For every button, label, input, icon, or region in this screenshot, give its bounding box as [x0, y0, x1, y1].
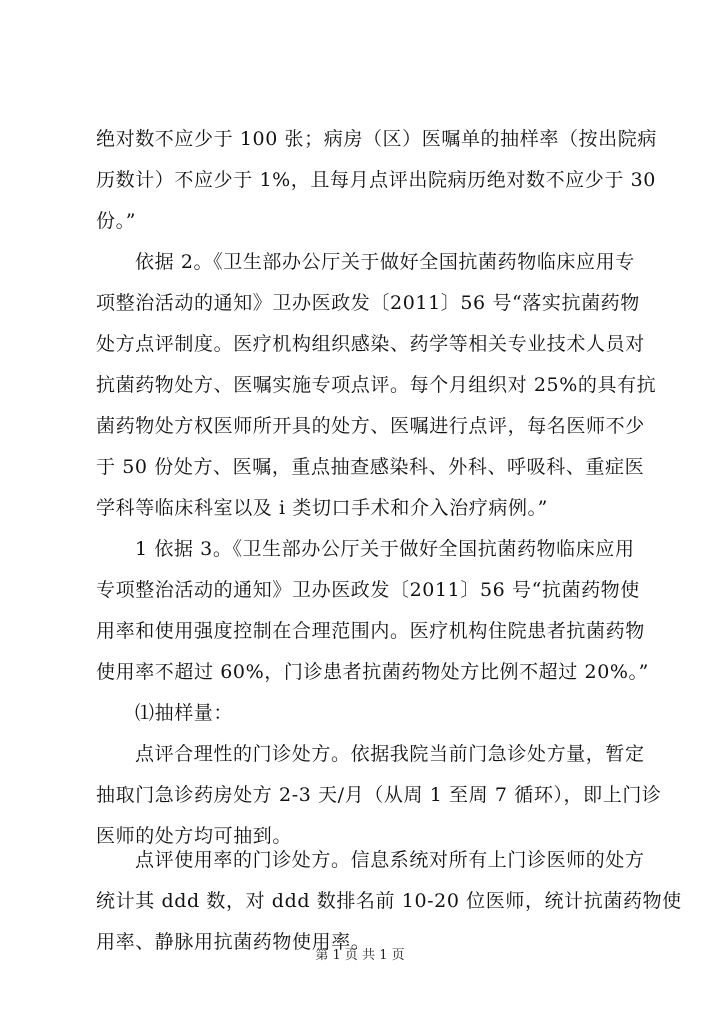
- paragraph-line: 点评使用率的门诊处方。信息系统对所有上门诊医师的处方: [135, 849, 645, 871]
- paragraph-line: 抗菌药物处方、医嘱实施专项点评。每个月组织对 25%的具有抗: [96, 374, 657, 396]
- paragraph-line: 使用率不超过 60%，门诊患者抗菌药物处方比例不超过 20%。”: [96, 661, 649, 683]
- paragraph-line: 学科等临床科室以及 i 类切口手术和介入治疗病例。”: [96, 497, 548, 519]
- page-footer: 第 1 页 共 1 页: [315, 948, 405, 963]
- paragraph-line: 点评合理性的门诊处方。依据我院当前门急诊处方量，暂定: [135, 743, 645, 765]
- paragraph-line: 于 50 份处方、医嘱，重点抽查感染科、外科、呼吸科、重症医: [96, 456, 645, 478]
- paragraph-line: 用率、静脉用抗菌药物使用率。: [96, 931, 371, 953]
- paragraph-line: 统计其 ddd 数，对 ddd 数排名前 10-20 位医师，统计抗菌药物使: [96, 890, 682, 912]
- paragraph-line: 专项整治活动的通知》卫办医政发〔2011〕56 号“抗菌药物使: [96, 579, 640, 601]
- paragraph-line: 依据 2。《卫生部办公厅关于做好全国抗菌药物临床应用专: [135, 251, 635, 273]
- paragraph-line: 份。”: [96, 210, 137, 232]
- paragraph-line: 1 依据 3。《卫生部办公厅关于做好全国抗菌药物临床应用: [135, 538, 635, 560]
- paragraph-line: 用率和使用强度控制在合理范围内。医疗机构住院患者抗菌药物: [96, 620, 645, 642]
- paragraph-line: 绝对数不应少于 100 张；病房（区）医嘱单的抽样率（按出院病: [96, 128, 657, 150]
- paragraph-line: 历数计）不应少于 1%，且每月点评出院病历绝对数不应少于 30: [96, 169, 656, 191]
- section-heading: ⑴抽样量：: [135, 702, 234, 724]
- paragraph-line: 处方点评制度。医疗机构组织感染、药学等相关专业技术人员对: [96, 333, 645, 355]
- paragraph-line: 抽取门急诊药房处方 2-3 天/月（从周 1 至周 7 循环），即上门诊: [96, 784, 662, 806]
- paragraph-line: 菌药物处方权医师所开具的处方、医嘱进行点评，每名医师不少: [96, 415, 645, 437]
- paragraph-line: 项整治活动的通知》卫办医政发〔2011〕56 号“落实抗菌药物: [96, 292, 640, 314]
- paragraph-line: 医师的处方均可抽到。: [96, 825, 293, 847]
